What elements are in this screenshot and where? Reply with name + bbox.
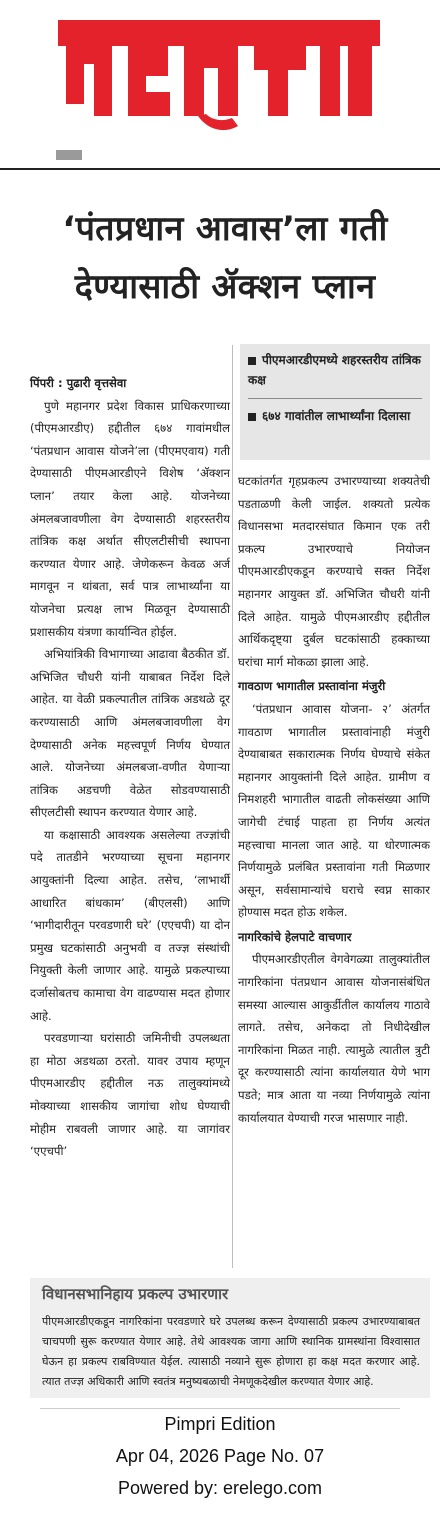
subheading: नागरिकांचे हेलपाटे वाचणार bbox=[238, 929, 352, 944]
article-column-1 bbox=[30, 372, 230, 1163]
bullet-square-icon bbox=[248, 357, 256, 365]
masthead-rule bbox=[0, 168, 440, 170]
article-headline bbox=[20, 200, 430, 316]
subheading: गावठाण भागातील प्रस्तावांना मंजुरी bbox=[238, 679, 386, 694]
date-page-label: Apr 04, 2026 Page No. 07 bbox=[115, 1446, 325, 1466]
paragraph: परवडणाऱ्या घरांसाठी जमिनीची उपलब्धता हा मोठा अडथळा ठरतो. यावर उपाय म्हणून पीएमआरडीए हद्दीतील नऊ तालुक्यांमध्ये मोक्याच्या शासकीय जागांचा शोध घेण्याची मोहीम राबवली जाणार आहे. या जागांवर ‘एएचपी’ bbox=[30, 1031, 230, 1159]
highlight-text: ६७४ गावांतील लाभार्थ्यांना दिलासा bbox=[262, 409, 411, 423]
paragraph: पुणे महानगर प्रदेश विकास प्राधिकरणाच्या (पीएमआरडीए) हद्दीतील ६७४ गावांमधील ‘पंतप्रधान आवास योजने’ला (पीएमएवाय) गती देण्यासाठी पीएमआरडीएने विशेष ‘ॲक्शन प्लान’ तयार केला आहे. योजनेच्या अंमलबजावणीला वेग देण्यासाठी शहरस्तरीय तांत्रिक कक्ष अर्थात सीएलटीसीची स्थापना करण्यात येणार आहे. जेणेकरून केवळ अर्ज मागवून न थांबता, सर्व पात्र लाभार्थ्यांना या योजनेचा प्रत्यक्ष लाभ मिळवून देण्यासाठी प्रशासकीय यंत्रणा कार्यान्वित होईल. bbox=[30, 398, 230, 639]
highlight-text: पीएमआरडीएमध्ये शहरस्तरीय तांत्रिक कक्ष bbox=[248, 353, 421, 387]
dateline bbox=[30, 372, 230, 395]
powered-by-link[interactable]: Powered by: erelego.com bbox=[117, 1478, 323, 1498]
dateline-text: पिंपरी : पुढारी वृत्तसेवा bbox=[30, 376, 127, 390]
sidebar-box bbox=[30, 1278, 430, 1398]
bullet-square-icon bbox=[248, 413, 256, 421]
paragraph: घटकांतर्गत गृहप्रकल्प उभारण्याच्या शक्यतेची पडताळणी केली जाईल. शक्यतो प्रत्येक विधानसभा मतदारसंघात किमान एक तरी प्रकल्प उभारण्याचे नियोजन पीएमआरडीएकडून करण्याचे सक्त निर्देश महानगर आयुक्त डॉ. अभिजित चौधरी यांनी दिले आहेत. यामुळे पीएमआरडीए हद्दीतील आर्थिकदृष्ट्या दुर्बल घटकांसाठी हक्काच्या घरांचा मार्ग मोकळा झाला आहे. bbox=[238, 474, 430, 669]
paragraph: पीएमआरडीएतील वेगवेगळ्या तालुक्यांतील नागरिकांना पंतप्रधान आवास योजनासंबंधित समस्या आल्यास आकुर्डीतील कार्यालय गाठावे लागते. तसेच, अनेकदा तो निधीदेखील नागरिकांना मिळत नाही. त्यामुळे त्यातील त्रुटी दूर करण्यासाठी त्यांना कार्यालयात येणे भाग पडते; मात्र आता या नव्या निर्णयामुळे त्यांना कार्यालयात येण्याची गरज भासणार नाही. bbox=[238, 952, 430, 1125]
highlight-item bbox=[248, 350, 430, 390]
edition-label: Pimpri Edition bbox=[164, 1414, 276, 1434]
highlight-item bbox=[248, 406, 410, 426]
article-column-2 bbox=[238, 470, 430, 1129]
paragraph: या कक्षासाठी आवश्यक असलेल्या तज्ज्ञांची पदे तातडीने भरण्याच्या सूचना महानगर आयुक्तांनी दिल्या आहेत. तसेच, ‘लाभार्थी आधारित बांधकाम’ (बीएलसी) आणि ‘भागीदारीतून परवडणारी घरे’ (एएचपी) या दोन प्रमुख घटकांसाठी अनुभवी व तज्ज्ञ संस्थांची नियुक्ती केली जाणार आहे. यामुळे प्रकल्पाच्या दर्जासोबतच कामाचा वेग वाढण्यास मदत होणार आहे. bbox=[30, 827, 230, 1023]
highlight-divider bbox=[248, 398, 422, 399]
masthead bbox=[0, 0, 440, 175]
headline-line-2: देण्यासाठी ॲक्शन प्लान bbox=[74, 267, 376, 307]
paragraph: ‘पंतप्रधान आवास योजना- २’ अंतर्गत गावठाण भागातील प्रस्तावांनाही मंजुरी देण्याबाबत सकारात्मक निर्णय घेण्याचे संकेत महानगर आयुक्तांनी दिले आहेत. ग्रामीण व निमशहरी भागातील वाढती लोकसंख्या आणि जागेची टंचाई पाहता हा निर्णय अत्यंत महत्त्वाचा मानला जात आहे. या धोरणात्मक निर्णयामुळे प्रलंबित प्रस्तावांना गती मिळणार असून, सर्वसामान्यांचे घराचे स्वप्न साकार होण्यास मदत होऊ शकेल. bbox=[238, 701, 430, 920]
sidebar-box-text: पीएमआरडीएकडून नागरिकांना परवडणारे घरे उपलब्ध करून देण्यासाठी प्रकल्प उभारण्याबाबत चाचपणी सुरू करण्यात येणार आहे. तेथे आवश्यक जागा आणि स्थानिक ग्रामस्थांना विश्वासात घेऊन हा प्रकल्प राबविण्यात येईल. त्यासाठी नव्याने सुरू होणारा हा कक्ष मदत करणार आहे. त्यात तज्ज्ञ अधिकारी आणि स्वतंत्र मनुष्यबळाची नेमणूकदेखील करण्यात येणार आहे. bbox=[42, 1315, 420, 1388]
pudhari-logo bbox=[58, 20, 380, 138]
sidebar-box-title: विधानसभानिहाय प्रकल्प उभारणार bbox=[42, 1285, 229, 1303]
paragraph: अभियांत्रिकी विभागाच्या आढावा बैठकीत डॉ. अभिजित चौधरी यांनी याबाबत निर्देश दिले आहेत. या वेळी प्रकल्पातील तांत्रिक अडथळे दूर करण्यासाठी आणि अंमलबजावणीला वेग देण्यासाठी अनेक महत्त्वपूर्ण निर्णय घेण्यात आले. योजनेच्या अंमलबजा-वणीत येणाऱ्या तांत्रिक अडचणी वेळेत सोडवण्यासाठी सीएलटीसी स्थापन करण्यात येणार आहे. bbox=[30, 647, 230, 820]
highlights-box bbox=[240, 344, 430, 460]
headline-line-1: ‘पंतप्रधान आवास’ला गती bbox=[62, 209, 388, 249]
footer-rule bbox=[40, 1408, 400, 1409]
column-divider bbox=[232, 345, 233, 1268]
masthead-decoration bbox=[0, 150, 440, 162]
